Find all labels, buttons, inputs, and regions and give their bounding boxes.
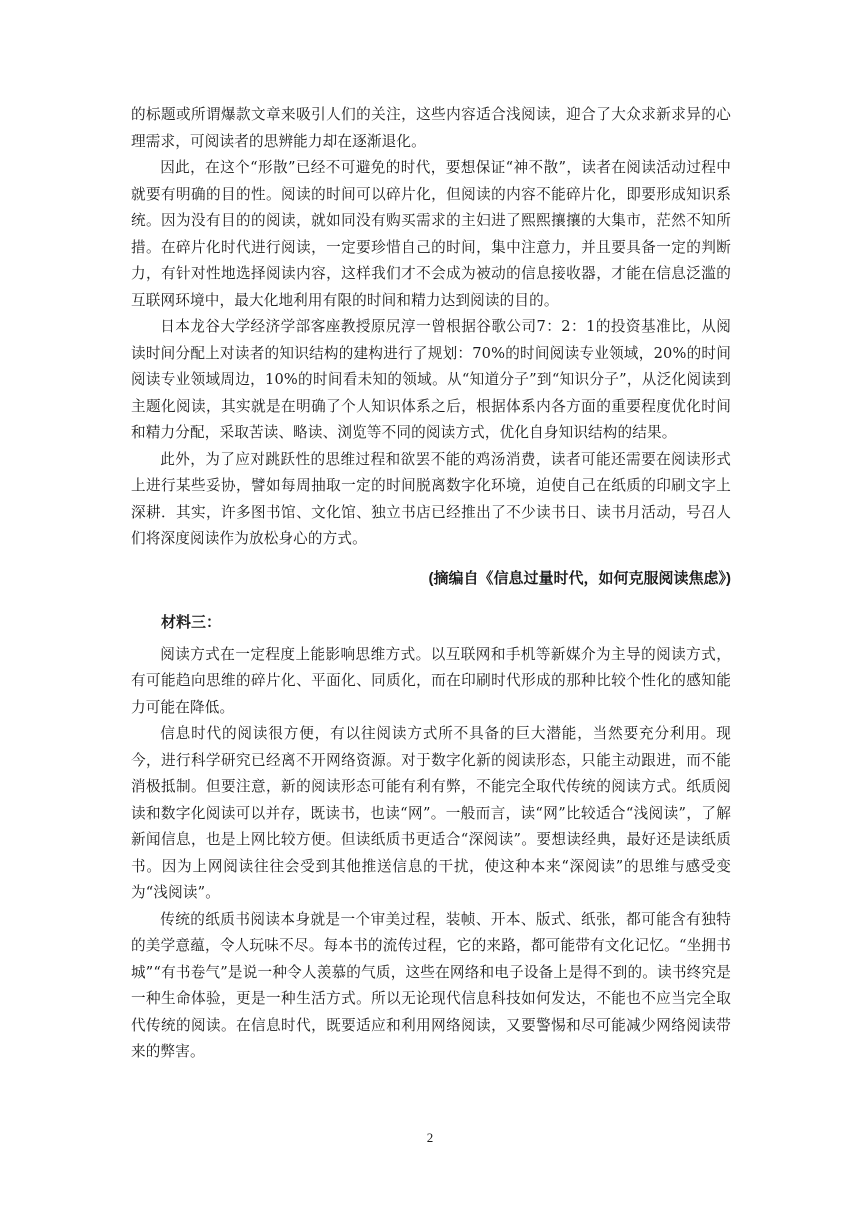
paragraph-paper-books: 传统的纸质书阅读本身就是一个审美过程，装帧、开本、版式、纸张，都可能含有独特的美学意蕴，令人玩味不尽。每本书的流传过程，它的来路，都可能带有文化记忆。“坐拥书城”“有书卷气”是说一种令人羡慕的气质，这些在网络和电子设备上是得不到的。读书终究是一种生命体验，更是一种生活方式。所以无论现代信息科技如何发达，不能也不应当完全取代传统的阅读。在信息时代，既要适应和利用网络阅读，又要警惕和尽可能减少网络阅读带来的弊害。 bbox=[131, 910, 731, 1060]
paragraph-deep-reading: 此外，为了应对跳跃性的思维过程和欲罢不能的鸡汤消费，读者可能还需要在阅读形式上进行某些妥协，譬如每周抽取一定的时间脱离数字化环境，迫使自己在纸质的印刷文字上深耕．其实，许多图书馆、文化馆、独立书店已经推出了不少读书日、读书月活动，号召人们将深度阅读作为放松身心的方式。 bbox=[131, 450, 731, 547]
source-citation: (摘编自《信息过量时代，如何克服阅读焦虑》) bbox=[428, 569, 731, 587]
paragraph-time-allocation: 日本龙谷大学经济学部客座教授原尻淳一曾根据谷歌公司7：2：1的投资基准比，从阅读时间分配上对读者的知识结构的建构进行了规划：70%的时间阅读专业领域，20%的时间阅读专业领域周边，10%的时间看未知的领域。从“知道分子”到“知识分子”，从泛化阅读到主题化阅读，其实就是在明确了个人知识体系之后，根据体系内各方面的重要程度优化时间和精力分配，采取苦读、略读、浏览等不同的阅读方式，优化自身知识结构的结果。 bbox=[131, 318, 731, 441]
paragraph-thinking-mode: 阅读方式在一定程度上能影响思维方式。以互联网和手机等新媒介为主导的阅读方式，有可能趋向思维的碎片化、平面化、同质化，而在印刷时代形成的那种比较个性化的感知能力可能在降低。 bbox=[131, 645, 731, 716]
paragraph-purpose: 因此，在这个“形散”已经不可避免的时代，要想保证“神不散”，读者在阅读活动过程中就要有明确的目的性。阅读的时间可以碎片化，但阅读的内容不能碎片化，即要形成知识系统。因为没有目的的阅读，就如同没有购买需求的主妇进了熙熙攘攘的大集市，茫然不知所措。在碎片化时代进行阅读，一定要珍惜自己的时间，集中注意力，并且要具备一定的判断力，有针对性地选择阅读内容，这样我们才不会成为被动的信息接收器，才能在信息泛滥的互联网环境中，最大化地利用有限的时间和精力达到阅读的目的。 bbox=[131, 159, 731, 309]
document-body bbox=[131, 102, 731, 1066]
section-heading: 材料三： bbox=[161, 613, 222, 631]
paragraph-continuation: 的标题或所谓爆款文章来吸引人们的关注，这些内容适合浅阅读，迎合了大众求新求异的心理需求，可阅读者的思辨能力却在逐渐退化。 bbox=[131, 106, 731, 150]
page-number: 2 bbox=[426, 1130, 434, 1145]
paragraph-digital-reading: 信息时代的阅读很方便，有以往阅读方式所不具备的巨大潜能，当然要充分利用。现今，进行科学研究已经离不开网络资源。对于数字化新的阅读形态，只能主动跟进，而不能消极抵制。但要注意，新的阅读形态可能有利有弊，不能完全取代传统的阅读方式。纸质阅读和数字化阅读可以并存，既读书，也读“网”。一般而言，读“网”比较适合“浅阅读”，了解新闻信息，也是上网比较方便。但读纸质书更适合“深阅读”。要想读经典，最好还是读纸质书。因为上网阅读往往会受到其他推送信息的干扰，使这种本来“深阅读”的思维与感受变为“浅阅读”。 bbox=[131, 725, 731, 901]
